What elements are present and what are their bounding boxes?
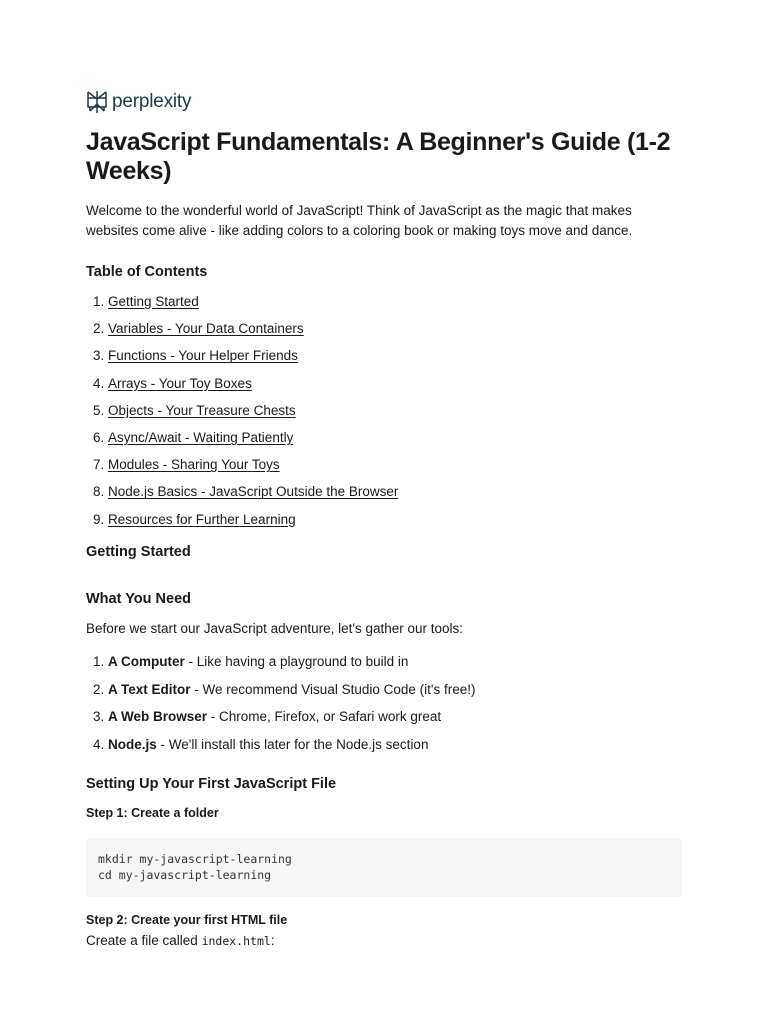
tool-description: - Like having a playground to build in — [184, 654, 409, 669]
create-file-text: Create a file called — [86, 932, 202, 948]
toc-item — [108, 374, 686, 393]
toc-link-objects[interactable]: Objects - Your Treasure Chests — [108, 402, 296, 418]
toc-link-getting-started[interactable]: Getting Started — [108, 294, 199, 309]
toc-item — [108, 292, 686, 311]
page-title: JavaScript Fundamentals: A Beginner's Guide (1-2 Weeks) — [86, 128, 671, 185]
tool-name: A Computer — [108, 654, 185, 669]
tool-item — [108, 652, 686, 671]
toc-link-modules[interactable]: Modules - Sharing Your Toys — [108, 457, 280, 473]
toc-item — [108, 346, 686, 365]
create-file-paragraph — [86, 931, 686, 952]
what-you-need-heading: What You Need — [86, 590, 191, 607]
tool-description: - We recommend Visual Studio Code (it's free!) — [190, 681, 476, 697]
tool-description: - Chrome, Firefox, or Safari work great — [207, 709, 442, 725]
inline-code-filename: index.html — [201, 933, 271, 948]
tool-item — [108, 680, 686, 699]
toc-item — [108, 482, 686, 501]
toc-item — [108, 510, 686, 529]
tools-list — [86, 652, 686, 754]
toc-item — [108, 319, 686, 338]
toc-link-variables[interactable]: Variables - Your Data Containers — [108, 321, 304, 337]
tools-intro: Before we start our JavaScript adventure, let's gather our tools: — [86, 620, 464, 636]
setup-heading: Setting Up Your First JavaScript File — [86, 775, 337, 792]
perplexity-logo-icon — [86, 90, 108, 114]
toc-link-functions[interactable]: Functions - Your Helper Friends — [108, 348, 298, 364]
step-2-heading: Step 2: Create your first HTML file — [86, 912, 288, 927]
step-1-heading: Step 1: Create a folder — [86, 805, 219, 820]
logo-text: perplexity — [112, 91, 192, 112]
toc-link-resources[interactable]: Resources for Further Learning — [108, 511, 296, 527]
table-of-contents — [86, 292, 686, 529]
tool-name: A Text Editor — [108, 681, 191, 697]
toc-item — [108, 401, 686, 420]
code-line: cd my-javascript-learning — [98, 867, 272, 882]
tool-name: A Web Browser — [108, 709, 208, 725]
tool-name: Node.js — [108, 736, 157, 752]
getting-started-heading: Getting Started — [86, 543, 191, 560]
toc-link-arrays[interactable]: Arrays - Your Toy Boxes — [108, 375, 252, 391]
code-block[interactable] — [86, 838, 682, 897]
tool-item — [108, 735, 686, 754]
code-line: mkdir my-javascript-learning — [98, 851, 292, 866]
tool-description: - We'll install this later for the Node.js section — [156, 736, 429, 752]
tool-item — [108, 707, 686, 726]
toc-link-nodejs[interactable]: Node.js Basics - JavaScript Outside the Browser — [108, 484, 399, 500]
toc-link-async-await[interactable]: Async/Await - Waiting Patiently — [108, 429, 294, 445]
perplexity-logo[interactable] — [86, 90, 191, 114]
toc-item — [108, 428, 686, 447]
toc-item — [108, 455, 686, 474]
intro-paragraph: Welcome to the wonderful world of JavaScript! Think of JavaScript as the magic that makes websites come alive - like adding colors to a coloring book or making toys move and dance. — [86, 203, 633, 238]
toc-heading: Table of Contents — [86, 264, 208, 280]
document-content — [86, 128, 686, 951]
create-file-suffix: : — [270, 932, 275, 948]
